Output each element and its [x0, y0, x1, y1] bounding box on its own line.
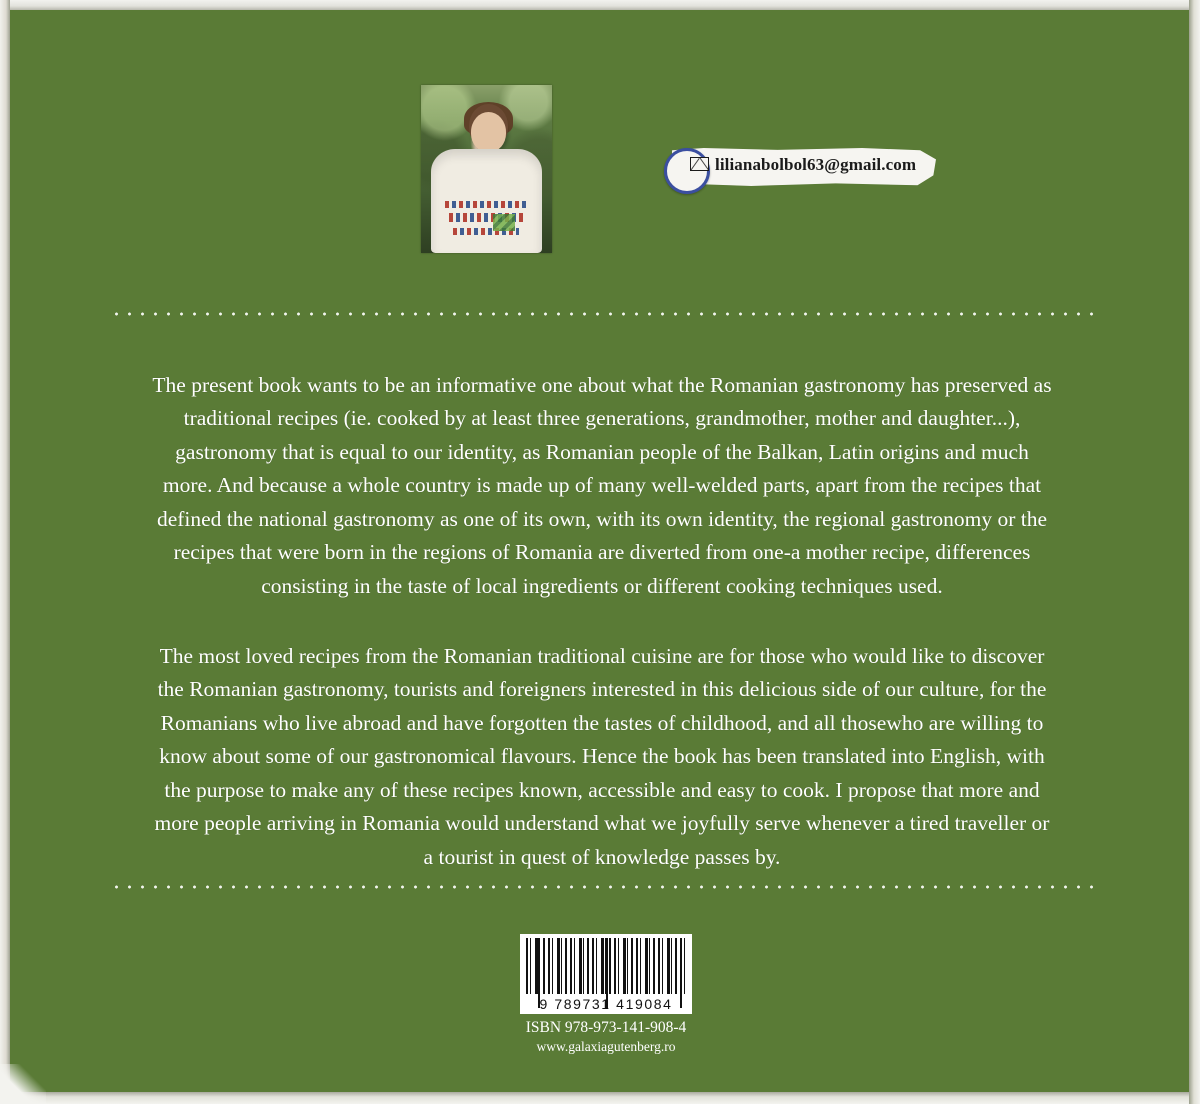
- contact-sticker: [664, 148, 936, 186]
- dotted-divider-bottom: [110, 885, 1100, 889]
- photo-embroidery-band: [445, 201, 529, 208]
- blurb-paragraph-1: The present book wants to be an informative one about what the Romanian gastronomy has preserved as traditional recipes (ie. cooked by at least three generations, grandmother, mother and daughter...), gastronomy that is equal to our identity, as Romanian people of the Balkan, Latin origins and much more. And because a whole country is made up of many well-welded parts, apart from the recipes that defined the national gastronomy as one of its own, with its own identity, the regional gastronomy or the recipes that were born in the regions of Romania are diverted from one-a mother recipe, differences consisting in the taste of local ingredients or different cooking techniques used.: [152, 372, 1052, 599]
- barcode-digits: 9 789731 419084: [539, 996, 673, 1012]
- blurb-paragraph-2: The most loved recipes from the Romanian traditional cuisine are for those who would like to discover the Romanian gastronomy, tourists and foreigners interested in this delicious side of our culture, for the Romanians who live abroad and have forgotten the tastes of childhood, and all thosewho are willing to know about some of our gastronomical flavours. Hence the book has been translated into English, with the purpose to make any of these recipes known, accessible and easy to cook. I propose that more and more people arriving in Romania would understand what we joyfully serve whenever a tired traveller or a tourist in quest of knowledge passes by.: [154, 643, 1050, 870]
- contact-email[interactable]: [690, 155, 930, 175]
- page-corner-bottom-left: [0, 1064, 46, 1104]
- page-edge-right: [1189, 0, 1200, 1104]
- page-edge-left: [0, 0, 10, 1104]
- dotted-divider-top: [110, 312, 1100, 316]
- author-photo: [421, 85, 552, 253]
- isbn-text: ISBN 978-973-141-908-4: [525, 1019, 687, 1036]
- contact-email-text: lilianabolbol63@gmail.com: [715, 155, 917, 174]
- publisher-website[interactable]: www.galaxiagutenberg.ro: [536, 1039, 676, 1054]
- photo-traditional-blouse: [431, 149, 541, 253]
- barcode-image: [520, 934, 692, 1014]
- page-edge-bottom: [0, 1092, 1200, 1104]
- page-edge-top: [0, 0, 1200, 10]
- photo-face: [471, 112, 506, 152]
- envelope-icon: [690, 157, 709, 171]
- photo-green-pattern-patch: [493, 214, 515, 231]
- barcode-block: [520, 934, 692, 1055]
